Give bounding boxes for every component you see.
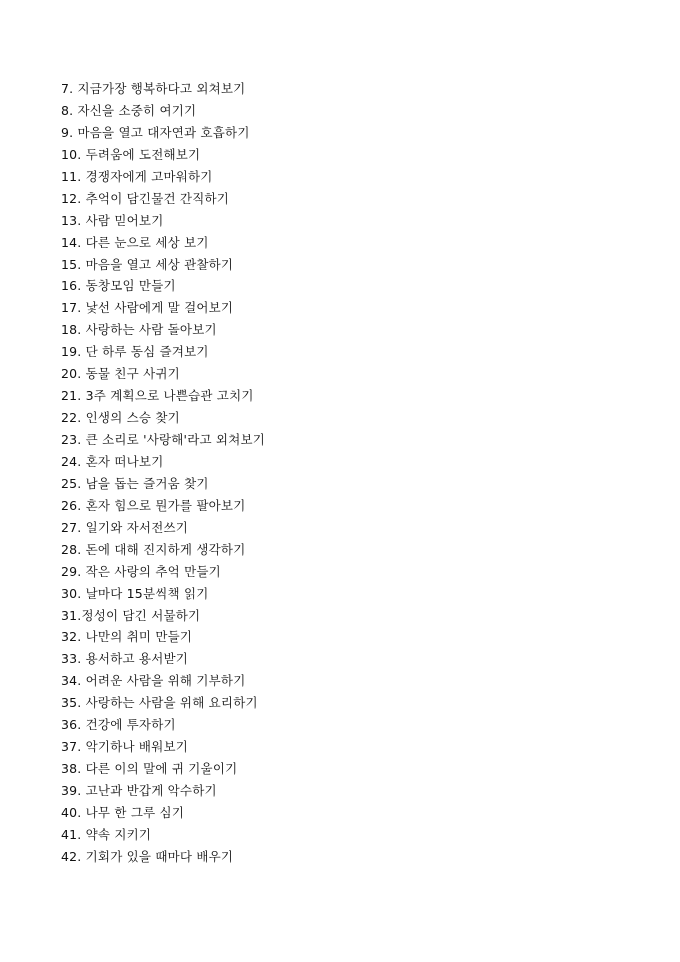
list-item: 42. 기회가 있을 때마다 배우기 <box>61 848 234 864</box>
list-item: 20. 동물 친구 사귀기 <box>61 366 180 382</box>
list-item: 16. 동창모임 만들기 <box>61 278 176 294</box>
list-item: 17. 낯선 사람에게 말 걸어보기 <box>61 300 234 316</box>
list-item: 34. 어려운 사람을 위해 기부하기 <box>61 673 246 689</box>
list-item: 25. 남을 돕는 즐거움 찾기 <box>61 475 209 491</box>
list-item: 28. 돈에 대해 진지하게 생각하기 <box>61 541 246 557</box>
list-item: 40. 나무 한 그루 심기 <box>61 804 185 820</box>
list-item: 29. 작은 사랑의 추억 만들기 <box>61 563 221 579</box>
list-item: 38. 다른 이의 말에 귀 기울이기 <box>61 761 238 777</box>
list-item: 24. 혼자 떠나보기 <box>61 453 164 469</box>
list-item: 14. 다른 눈으로 세상 보기 <box>61 234 209 250</box>
list-item: 13. 사람 믿어보기 <box>61 212 164 228</box>
list-item: 19. 단 하루 동심 즐겨보기 <box>61 344 209 360</box>
list-item: 23. 큰 소리로 '사랑해'라고 외쳐보기 <box>61 432 266 447</box>
list-item: 41. 약속 지키기 <box>61 826 152 842</box>
list-item: 7. 지금가장 행복하다고 외쳐보기 <box>61 81 246 96</box>
list-item: 32. 나만의 취미 만들기 <box>61 629 193 645</box>
list-item: 39. 고난과 반갑게 악수하기 <box>61 783 217 798</box>
list-item: 36. 건강에 투자하기 <box>61 717 176 733</box>
list-item: 15. 마음을 열고 세상 관찰하기 <box>61 256 234 272</box>
list-item: 11. 경쟁자에게 고마워하기 <box>61 168 213 184</box>
bucket-list <box>61 78 265 868</box>
list-item: 30. 날마다 15분씩책 읽기 <box>61 585 209 601</box>
list-item: 27. 일기와 자서전쓰기 <box>61 519 189 535</box>
list-item: 8. 자신을 소중히 여기기 <box>61 102 197 118</box>
list-item: 12. 추억이 담긴물건 간직하기 <box>61 190 230 206</box>
list-item: 31.정성이 담긴 서물하기 <box>61 607 201 623</box>
list-item: 22. 인생의 스승 찾기 <box>61 410 180 426</box>
list-item: 18. 사랑하는 사람 돌아보기 <box>61 322 217 338</box>
list-item: 37. 악기하나 배워보기 <box>61 739 189 755</box>
list-item: 26. 혼자 힘으로 뭔가를 팔아보기 <box>61 497 246 513</box>
list-item: 10. 두려움에 도전해보기 <box>61 146 201 162</box>
list-item: 21. 3주 계획으로 나쁜습관 고치기 <box>61 388 254 404</box>
list-item: 9. 마음을 열고 대자연과 호흡하기 <box>61 124 250 140</box>
list-item: 33. 용서하고 용서받기 <box>61 651 189 667</box>
list-item: 35. 사랑하는 사람을 위해 요리하기 <box>61 695 258 711</box>
